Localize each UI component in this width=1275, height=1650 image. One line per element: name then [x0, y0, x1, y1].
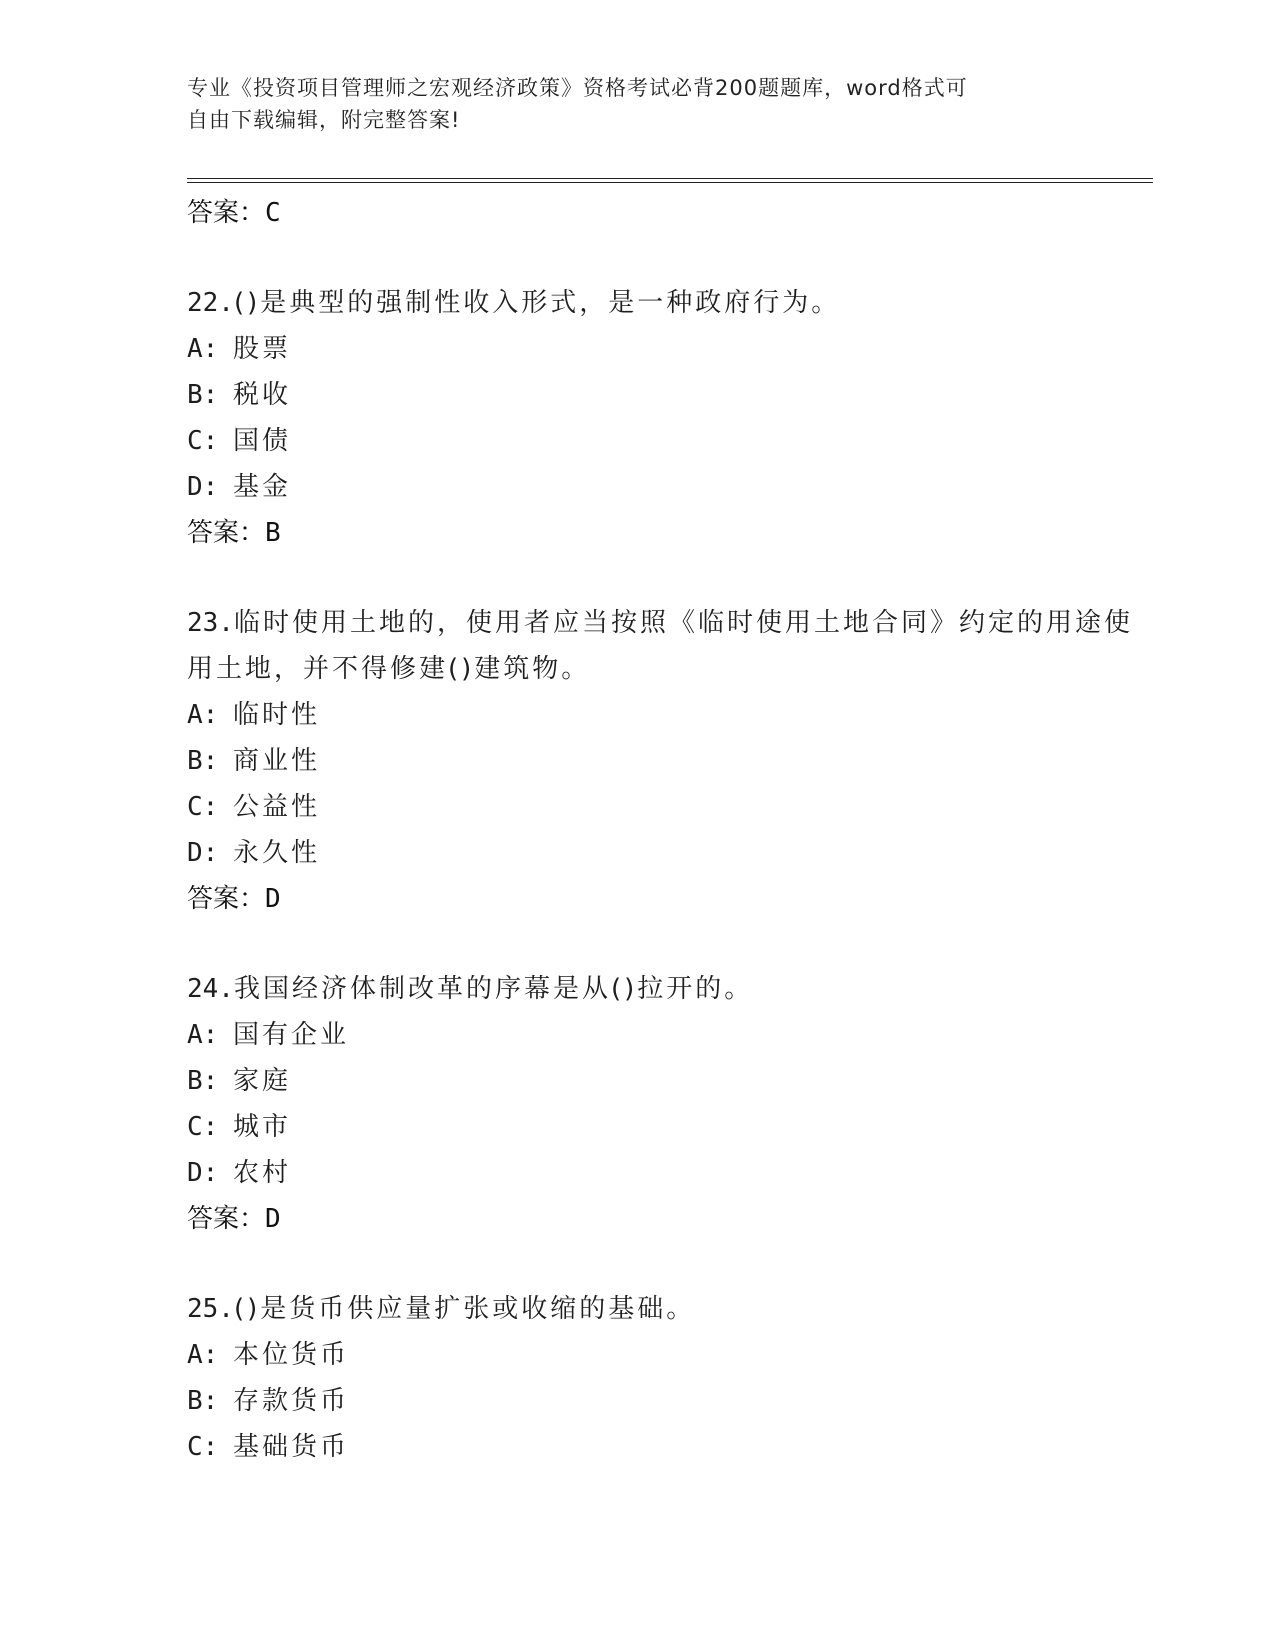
- option-item: [187, 1150, 1153, 1196]
- header-divider-top: [187, 178, 1153, 179]
- option-key: D:: [187, 472, 219, 502]
- answer-label: 答案：: [187, 518, 266, 548]
- option-text: 商业性: [233, 746, 321, 776]
- option-item: [187, 1058, 1153, 1104]
- question-number: 24.: [187, 974, 234, 1004]
- option-key: B:: [187, 1066, 219, 1096]
- question-text: 我国经济体制改革的序幕是从()拉开的。: [233, 974, 754, 1004]
- option-text: 存款货币: [233, 1386, 350, 1416]
- answer-label: 答案：: [187, 884, 266, 914]
- option-text: 基金: [233, 472, 292, 502]
- question-block: [187, 600, 1153, 922]
- option-key: D:: [187, 838, 219, 868]
- question-list: [187, 190, 1153, 1470]
- option-key: C:: [187, 792, 219, 822]
- option-key: B:: [187, 380, 219, 410]
- question-block: [187, 1286, 1153, 1470]
- answer-line: [187, 876, 1153, 922]
- answer-line: [187, 1196, 1153, 1242]
- option-text: 城市: [233, 1112, 292, 1142]
- option-item: [187, 464, 1153, 510]
- option-item: [187, 418, 1153, 464]
- option-text: 国债: [233, 426, 292, 456]
- option-item: [187, 1332, 1153, 1378]
- option-text: 临时性: [233, 700, 321, 730]
- question-block: [187, 280, 1153, 556]
- option-key: B:: [187, 746, 219, 776]
- answer-value: D: [265, 1204, 281, 1234]
- option-item: [187, 372, 1153, 418]
- option-text: 国有企业: [233, 1020, 350, 1050]
- answer-value: D: [265, 884, 281, 914]
- header-title-line-1: 专业《投资项目管理师之宏观经济政策》资格考试必背200题题库，word格式可: [187, 76, 968, 100]
- question-text: ()是典型的强制性收入形式，是一种政府行为。: [233, 288, 841, 318]
- option-text: 本位货币: [233, 1340, 350, 1370]
- option-text: 家庭: [233, 1066, 292, 1096]
- question-number: 22.: [187, 288, 234, 318]
- question-stem: [187, 280, 1153, 326]
- option-item: [187, 1424, 1153, 1470]
- option-key: C:: [187, 1432, 219, 1462]
- header-divider-bottom: [187, 182, 1153, 183]
- option-key: A:: [187, 1340, 219, 1370]
- answer-line: [187, 510, 1153, 556]
- option-text: 农村: [233, 1158, 292, 1188]
- option-key: A:: [187, 700, 219, 730]
- question-number: 23.: [187, 608, 234, 638]
- option-key: A:: [187, 1020, 219, 1050]
- option-item: [187, 784, 1153, 830]
- option-key: A:: [187, 334, 219, 364]
- answer-label: 答案：: [187, 198, 266, 228]
- option-text: 股票: [233, 334, 292, 364]
- option-item: [187, 1012, 1153, 1058]
- option-key: C:: [187, 1112, 219, 1142]
- option-key: D:: [187, 1158, 219, 1188]
- question-block: [187, 966, 1153, 1242]
- option-text: 税收: [233, 380, 292, 410]
- option-key: C:: [187, 426, 219, 456]
- option-item: [187, 1104, 1153, 1150]
- answer-line: [187, 190, 1153, 236]
- answer-value: B: [265, 518, 281, 548]
- option-item: [187, 830, 1153, 876]
- option-text: 公益性: [233, 792, 321, 822]
- page-header: [187, 72, 1087, 136]
- option-key: B:: [187, 1386, 219, 1416]
- header-title-line-2: 自由下载编辑，附完整答案!: [187, 108, 461, 132]
- option-item: [187, 738, 1153, 784]
- option-text: 永久性: [233, 838, 321, 868]
- option-item: [187, 692, 1153, 738]
- question-stem: [187, 1286, 1153, 1332]
- question-text: 临时使用土地的，使用者应当按照《临时使用土地合同》约定的用途使用土地，并不得修建()建筑物。: [187, 608, 1133, 684]
- question-text: ()是货币供应量扩张或收缩的基础。: [233, 1294, 696, 1324]
- question-number: 25.: [187, 1294, 234, 1324]
- option-item: [187, 1378, 1153, 1424]
- option-item: [187, 326, 1153, 372]
- question-stem: [187, 600, 1153, 692]
- answer-value: C: [265, 198, 281, 228]
- question-stem: [187, 966, 1153, 1012]
- option-text: 基础货币: [233, 1432, 350, 1462]
- answer-label: 答案：: [187, 1204, 266, 1234]
